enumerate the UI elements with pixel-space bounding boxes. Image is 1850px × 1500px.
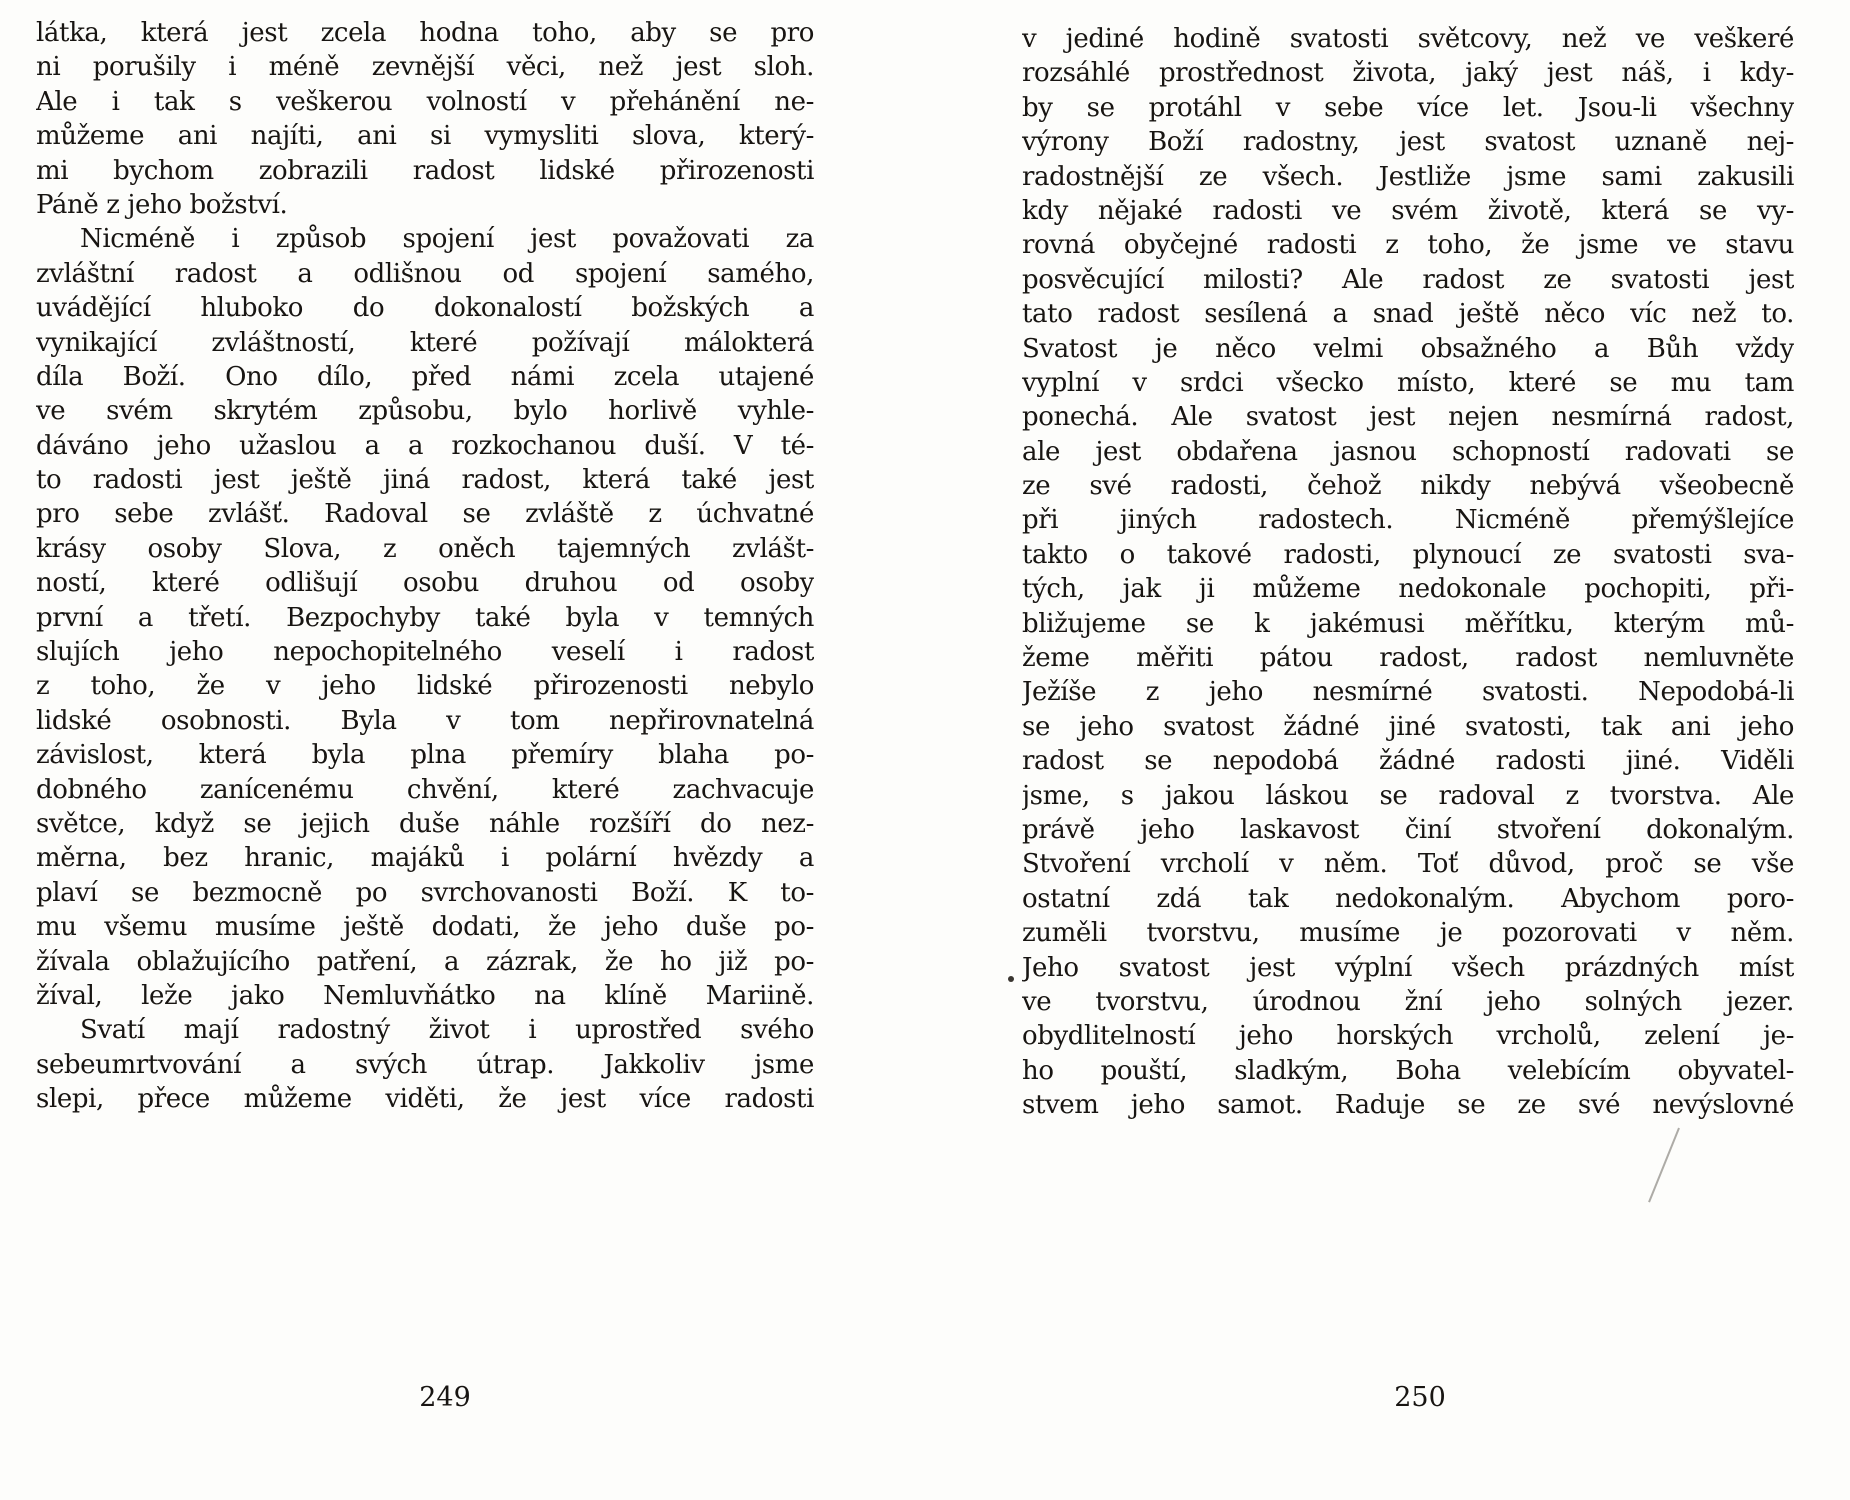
text-line: ností, které odlišují osobu druhou od osoby [36,568,814,599]
text-line: bližujeme se k jakémusi měřítku, kterým mů- [1022,608,1794,639]
text-line: ve tvorstvu, úrodnou žní jeho solných jezer. [1022,986,1794,1017]
text-line: Stvoření vrcholí v něm. Toť důvod, proč se vše [1022,849,1794,880]
text-line: plaví se bezmocně po svrchovanosti Boží. K to- [36,877,814,908]
text-line: z toho, že v jeho lidské přirozenosti nebylo [36,671,814,702]
text-line: jsme, s jakou láskou se radoval z tvorstva. Ale [1022,780,1794,811]
text-line: slepi, přece můžeme viděti, že jest více radosti [36,1084,814,1115]
text-line: slujích jeho nepochopitelného veselí i radost [36,637,814,668]
text-line: dobného zanícenému chvění, které zachvacuje [36,774,814,805]
text-line: sebeumrtvování a svých útrap. Jakkoliv jsme [36,1049,814,1080]
text-line: první a třetí. Bezpochyby také byla v temných [36,602,814,633]
text-line: dáváno jeho užaslou a a rozkochanou duší. V té- [36,430,814,461]
text-line: výrony Boží radostny, jest svatost uznaně nej- [1022,127,1794,158]
text-line: Ježíše z jeho nesmírné svatosti. Nepodobá-li [1022,677,1794,708]
text-line: zvláštní radost a odlišnou od spojení samého, [36,258,814,289]
scan-artifact-dot [1008,976,1014,982]
text-line: ponechá. Ale svatost jest nejen nesmírná radost, [1022,402,1794,433]
text-line: Ale i tak s veškerou volností v přehánění ne- [36,86,814,117]
text-line: Svatí mají radostný život i uprostřed svého [80,1015,814,1046]
text-line: radostnější ze všech. Jestliže jsme sami zakusili [1022,161,1794,192]
text-line: obydlitelností jeho horských vrcholů, zelení je- [1022,1021,1794,1052]
text-line: vyplní v srdci všecko místo, které se mu tam [1022,367,1794,398]
text-line: Páně z jeho božství. [36,189,288,220]
text-line: uvádějící hluboko do dokonalostí božských a [36,293,814,324]
text-line: mi bychom zobrazili radost lidské přirozenosti [36,155,814,186]
text-line: tých, jak ji můžeme nedokonale pochopiti, při- [1022,574,1794,605]
text-line: ho pouští, sladkým, Boha velebícím obyvatel- [1022,1055,1794,1086]
text-line: ze své radosti, čehož nikdy nebývá všeobecně [1022,471,1794,502]
text-line: Svatost je něco velmi obsažného a Bůh vždy [1022,333,1794,364]
text-line: Nicméně i způsob spojení jest považovati za [80,224,814,255]
text-line: díla Boží. Ono dílo, před námi zcela utajené [36,361,814,392]
text-line: tato radost sesílená a snad ještě něco víc než to. [1022,299,1794,330]
text-line: mu všemu musíme ještě dodati, že jeho duše po- [36,912,814,943]
text-line: Jeho svatost jest výplní všech prázdných míst [1022,952,1794,983]
text-line: takto o takové radosti, plynoucí ze svatosti sva- [1022,539,1794,570]
text-line: rovná obyčejné radosti z toho, že jsme ve stavu [1022,230,1794,261]
text-line: krásy osoby Slova, z oněch tajemných zvlášt- [36,533,814,564]
page-250-text-block [1022,22,1794,1123]
text-line: pro sebe zvlášť. Radoval se zvláště z úchvatné [36,499,814,530]
text-line: žívala oblažujícího patření, a zázrak, že ho již po- [36,946,814,977]
text-line: to radosti jest ještě jiná radost, která také jest [36,465,814,496]
text-line: vynikající zvláštností, které požívají málokterá [36,327,814,358]
text-line: rozsáhlé prostřednost života, jaký jest náš, i kdy- [1022,58,1794,89]
text-line: můžeme ani najíti, ani si vymysliti slova, který- [36,121,814,152]
text-line: ve svém skrytém způsobu, bylo horlivě vyhle- [36,396,814,427]
text-line: v jediné hodině svatosti světcovy, než ve veškeré [1022,24,1794,54]
page-249-text-block [36,16,814,1117]
text-line: žeme měřiti pátou radost, radost nemluvněte [1022,643,1794,674]
text-line: látka, která jest zcela hodna toho, aby se pro [36,18,814,48]
text-line: lidské osobnosti. Byla v tom nepřirovnatelná [36,705,814,736]
text-line: ale jest obdařena jasnou schopností radovati se [1022,436,1794,467]
text-line: se jeho svatost žádné jiné svatosti, tak ani jeho [1022,711,1794,742]
text-line: kdy nějaké radosti ve svém životě, která se vy- [1022,195,1794,226]
text-line: právě jeho laskavost činí stvoření dokonalým. [1022,814,1794,845]
text-line: ostatní zdá tak nedokonalým. Abychom poro- [1022,883,1794,914]
text-line: by se protáhl v sebe více let. Jsou-li všechny [1022,92,1794,123]
scan-artifact-scratch [1648,1128,1680,1203]
text-line: měrna, bez hranic, majáků i polární hvězdy a [36,843,814,874]
page-number-249: 249 [419,1382,471,1413]
text-line: posvěcující milosti? Ale radost ze svatosti jest [1022,264,1794,295]
text-line: při jiných radostech. Nicméně přemýšlejíce [1022,505,1794,536]
text-line: závislost, která byla plna přemíry blaha po- [36,740,814,771]
text-line: radost se nepodobá žádné radosti jiné. Viděli [1022,746,1794,777]
text-line: světce, když se jejich duše náhle rozšíří do nez- [36,808,814,839]
text-line: žíval, leže jako Nemluvňátko na klíně Mariině. [36,980,814,1011]
text-line: ni porušily i méně zevnější věci, než jest sloh. [36,52,814,83]
text-line: stvem jeho samot. Raduje se ze své nevýslovné [1022,1090,1794,1121]
text-line: zuměli tvorstvu, musíme je pozorovati v něm. [1022,918,1794,949]
page-number-250: 250 [1394,1382,1446,1413]
